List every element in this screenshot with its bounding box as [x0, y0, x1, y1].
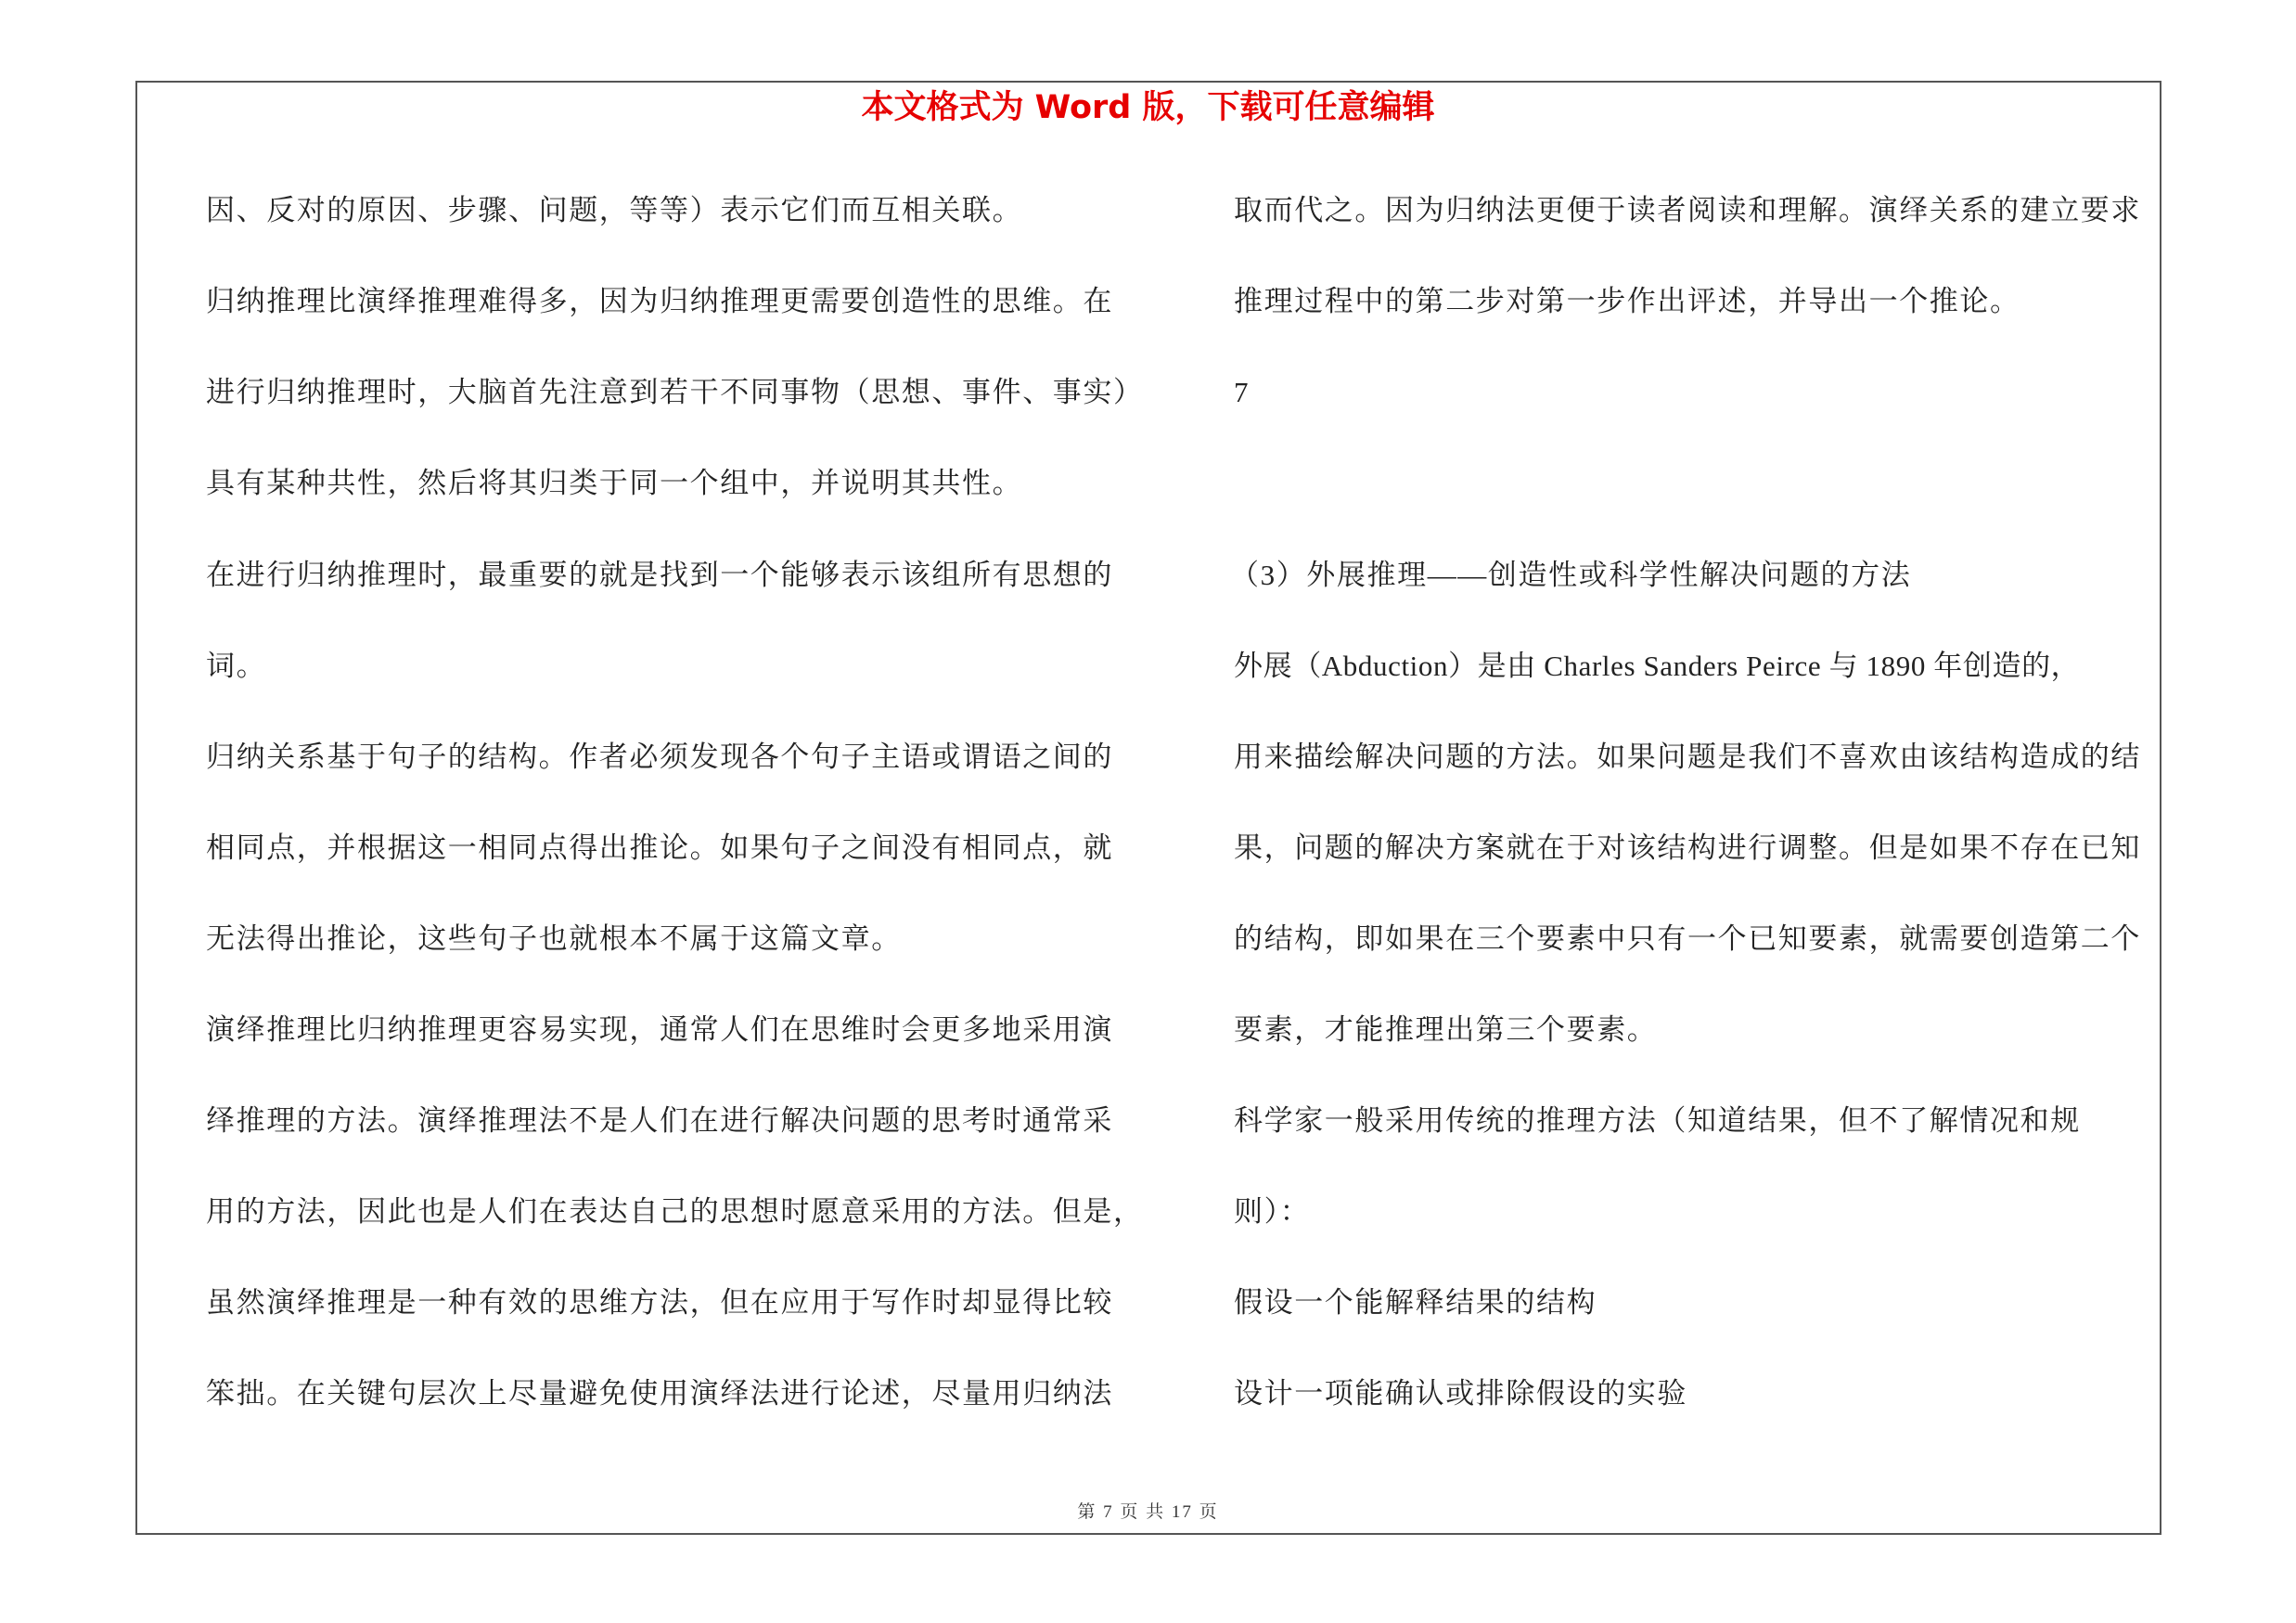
text-line: 果，问题的解决方案就在于对该结构进行调整。但是如果不存在已知: [1234, 831, 2141, 864]
text-line: 笨拙。在关键句层次上尽量避免使用演绎法进行论述，尽量用归纳法: [206, 1377, 1113, 1410]
text-line: 进行归纳推理时，大脑首先注意到若干不同事物（思想、事件、事实）: [206, 376, 1144, 408]
text-line: 取而代之。因为归纳法更便于读者阅读和理解。演绎关系的建立要求: [1234, 194, 2141, 226]
text-line: 归纳关系基于句子的结构。作者必须发现各个句子主语或谓语之间的: [206, 741, 1113, 773]
text-line: 科学家一般采用传统的推理方法（知道结果，但不了解情况和规: [1234, 1104, 2081, 1137]
text-line: 词。: [206, 650, 267, 682]
text-line: 具有某种共性，然后将其归类于同一个组中，并说明其共性。: [206, 467, 1023, 499]
format-banner: 本文格式为 Word 版，下载可任意编辑: [861, 89, 1435, 126]
page-number-text: 7: [1234, 376, 1251, 408]
text-line: 虽然演绎推理是一种有效的思维方法，但在应用于写作时却显得比较: [206, 1286, 1113, 1319]
text-line: 在进行归纳推理时，最重要的就是找到一个能够表示该组所有思想的: [206, 559, 1113, 591]
text-line: 推理过程中的第二步对第一步作出评述，并导出一个推论。: [1234, 285, 2020, 317]
text-line: 要素，才能推理出第三个要素。: [1234, 1013, 1658, 1046]
text-line: 归纳推理比演绎推理难得多，因为归纳推理更需要创造性的思维。在: [206, 285, 1113, 317]
section-heading: （3）外展推理——创造性或科学性解决问题的方法: [1230, 559, 1912, 591]
text-line: 演绎推理比归纳推理更容易实现，通常人们在思维时会更多地采用演: [206, 1013, 1113, 1046]
text-line: 相同点，并根据这一相同点得出推论。如果句子之间没有相同点，就: [206, 831, 1113, 864]
text-line: 无法得出推论，这些句子也就根本不属于这篇文章。: [206, 922, 902, 955]
text-line: 因、反对的原因、步骤、问题，等等）表示它们而互相关联。: [206, 194, 1023, 226]
text-line: 的结构，即如果在三个要素中只有一个已知要素，就需要创造第二个: [1234, 922, 2141, 955]
text-line: 外展（Abduction）是由 Charles Sanders Peirce 与 1890 年创造的，: [1234, 650, 2081, 682]
text-line: 设计一项能确认或排除假设的实验: [1234, 1377, 1687, 1410]
text-line: 假设一个能解释结果的结构: [1234, 1286, 1597, 1319]
text-line: 用来描绘解决问题的方法。如果问题是我们不喜欢由该结构造成的结: [1234, 741, 2141, 773]
page-footer: 第 7 页 共 17 页: [1077, 1502, 1219, 1522]
text-line: 则）：: [1234, 1195, 1311, 1228]
text-line: 绎推理的方法。演绎推理法不是人们在进行解决问题的思考时通常采: [206, 1104, 1113, 1137]
text-line: 用的方法，因此也是人们在表达自己的思想时愿意采用的方法。但是，: [206, 1195, 1144, 1228]
